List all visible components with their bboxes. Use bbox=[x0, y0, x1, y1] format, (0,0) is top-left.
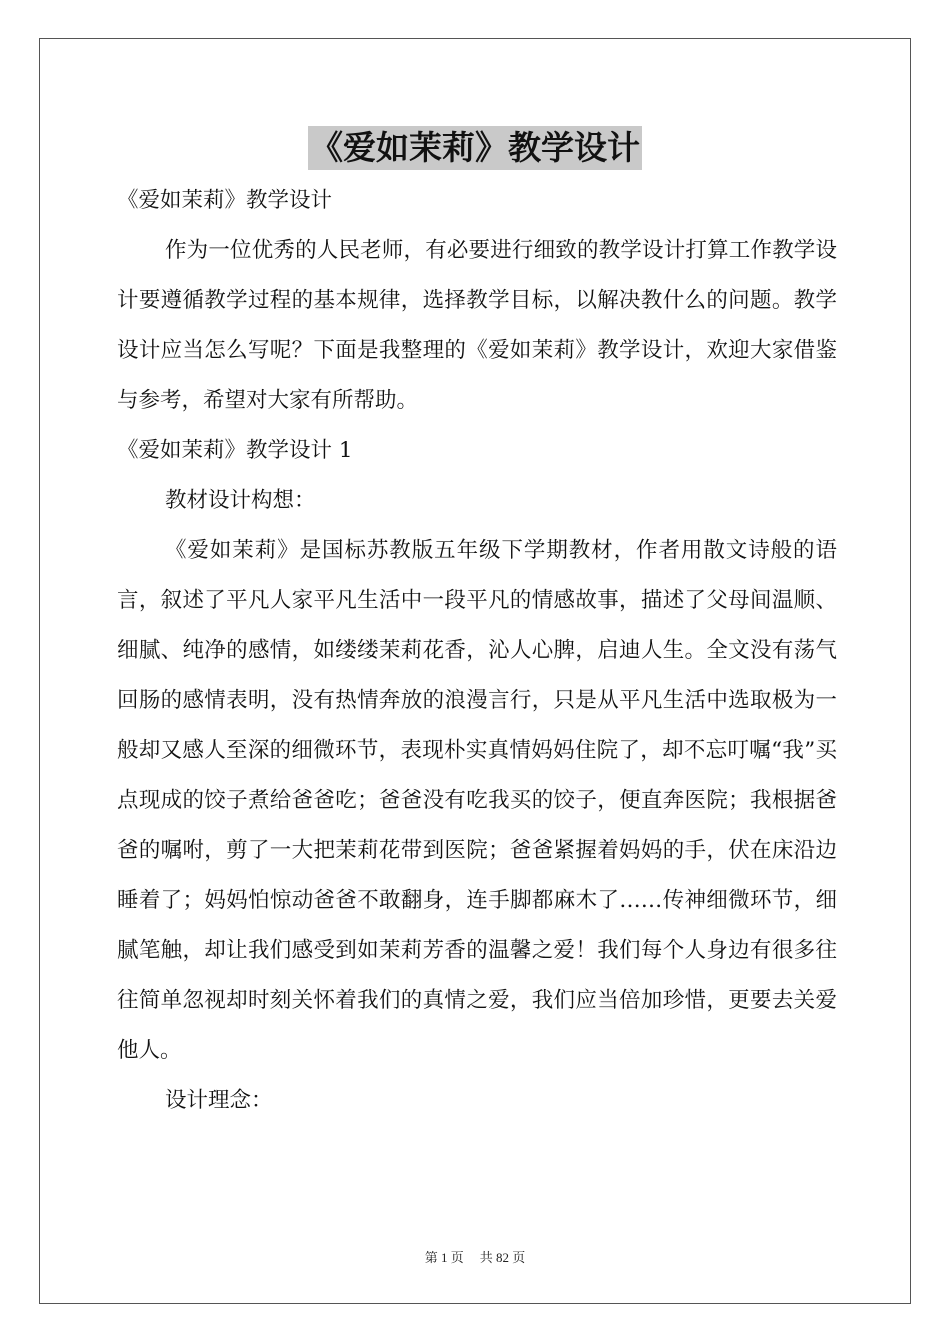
page-total: 共 82 页 bbox=[479, 1250, 526, 1265]
page-footer bbox=[0, 1247, 950, 1266]
concept-subheading: 教材设计构想： bbox=[165, 488, 316, 513]
page-number: 第 1 页 bbox=[424, 1250, 464, 1265]
section-heading: 《爱如茉莉》教学设计 1 bbox=[117, 438, 353, 463]
intro-paragraph: 作为一位优秀的人民老师，有必要进行细致的教学设计打算工作教学设计要遵循教学过程的基本规律，选择教学目标，以解决教什么的问题。教学设计应当怎么写呢？下面是我整理的《爱如茉莉》教学设计，欢迎大家借鉴与参考，希望对大家有所帮助。 bbox=[117, 238, 837, 413]
title-container bbox=[0, 126, 950, 170]
idea-subheading: 设计理念： bbox=[165, 1088, 273, 1113]
document-subtitle: 《爱如茉莉》教学设计 bbox=[117, 188, 333, 213]
body-paragraph: 《爱如茉莉》是国标苏教版五年级下学期教材，作者用散文诗般的语言，叙述了平凡人家平凡生活中一段平凡的情感故事，描述了父母间温顺、细腻、纯净的感情，如缕缕茉莉花香，沁人心脾，启迪人生。全文没有荡气回肠的感情表明，没有热情奔放的浪漫言行，只是从平凡生活中选取极为一般却又感人至深的细微环节，表现朴实真情妈妈住院了，却不忘叮嘱“我”买点现成的饺子煮给爸爸吃；爸爸没有吃我买的饺子，便直奔医院；我根据爸爸的嘱咐，剪了一大把茉莉花带到医院；爸爸紧握着妈妈的手，伏在床沿边睡着了；妈妈怕惊动爸爸不敢翻身，连手脚都麻木了……传神细微环节，细腻笔触，却让我们感受到如茉莉芳香的温馨之爱！我们每个人身边有很多往往简单忽视却时刻关怀着我们的真情之爱，我们应当倍加珍惜，更要去关爱他人。 bbox=[117, 538, 837, 1063]
document-title: 《爱如茉莉》教学设计 bbox=[308, 126, 642, 170]
document-body bbox=[117, 176, 837, 1126]
